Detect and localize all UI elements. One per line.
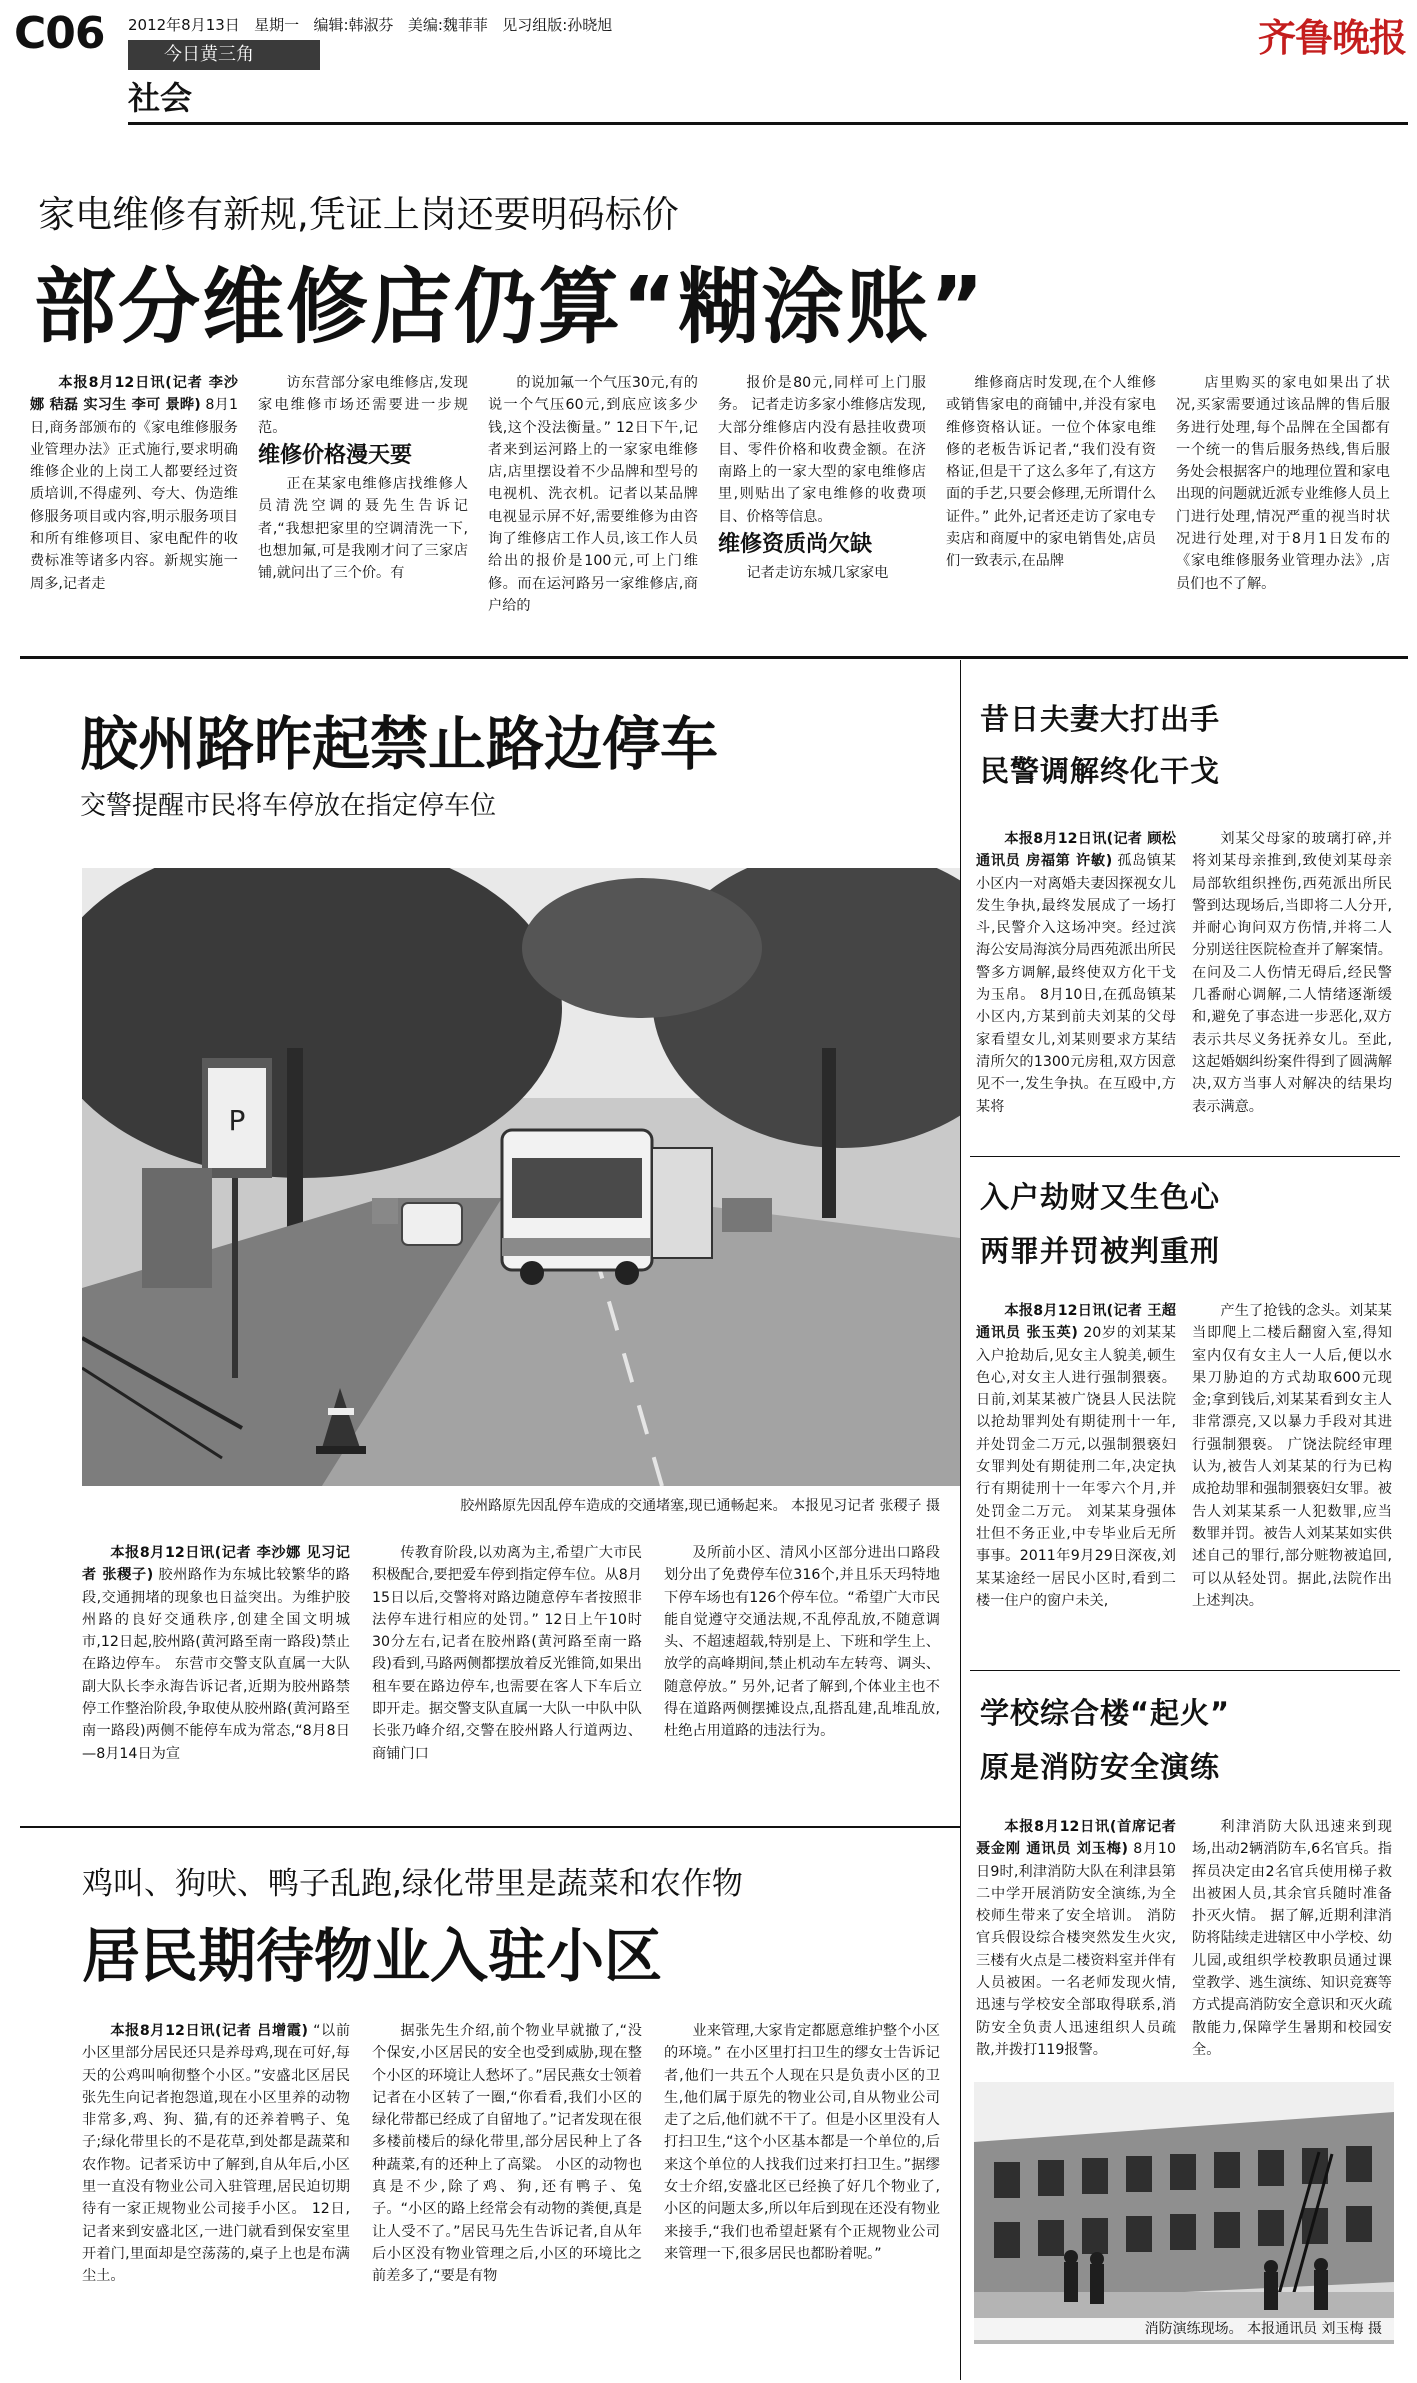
sidebar1-col1: 本报8月12日讯(记者 顾松 通讯员 房福第 许敏) 孤岛镇某小区内一对离婚夫妻因探视女儿发生争执,最终发展成了一场打斗,民警介入这场冲突。经过滨海公安局海滨分局西苑派出所民警多方调解,最终使双方化干戈为玉帛。 8月10日,在孤岛镇某小区内,方某到前夫刘某的父母家看望女儿,刘某则要求方某结清所欠的1300元房租,双方因意见不一,发生争执。在互殴中,方某将	[976, 831, 1176, 1115]
sidebar-divider	[960, 660, 961, 2380]
sidebar3-photo-caption: 消防演练现场。 本报通讯员 刘玉梅 摄	[974, 2318, 1394, 2340]
story1-bottom-rule	[20, 656, 1408, 659]
header-proofreader: 见习组版:孙晓旭	[502, 16, 613, 34]
story1-byline: 本报8月12日讯(记者 李沙娜 秸磊 实习生 李可 景晔)	[30, 375, 238, 414]
header-designer: 美编:魏菲菲	[407, 16, 488, 34]
sidebar3-head2: 原是消防安全演练	[980, 1750, 1221, 1784]
sidebar3-col2: 利津消防大队迅速来到现场,出动2辆消防车,6名官兵。指挥员决定由2名官兵使用梯子救出被困人员,其余官兵随时准备扑灭火情。 据了解,近期利津消防将陆续走进辖区中小学校、幼儿园,或组织学校教职员通过课堂教学、逃生演练、知识竞赛等方式提高消防安全意识和灭火疏散能力,保障学生暑期和校园安全。	[1192, 1819, 1392, 2058]
sidebar2-head2: 两罪并罚被判重刑	[980, 1234, 1221, 1268]
story1-col2: 访东营部分家电维修店,发现家电维修市场还需要进一步规范。 维修价格漫天要 正在某家电维修店找维修人员清洗空调的聂先生告诉记者,“我想把家里的空调清洗一下,也想加氟,可是我刚才问了三家店铺,就问出了三个价。有	[258, 375, 468, 582]
story1-headline: 部分维修店仍算“糊涂账”	[34, 260, 986, 355]
story2-headline: 胶州路昨起禁止路边停车	[80, 710, 719, 778]
section-title: 社会	[128, 79, 193, 117]
header-meta	[128, 14, 612, 35]
sidebar1-rule	[970, 1156, 1400, 1157]
story1-col3: 的说加氟一个气压30元,有的说一个气压60元,到底应该多少钱,这个没法衡量。” 12日下午,记者来到运河路上的一家家电维修店,店里摆设着不少品牌和型号的电视机、洗衣机。记者以某品牌电视显示屏不好,需要维修为由咨询了维修店工作人员,该工作人员给出的报价是100元,可上门维修。而在运河路另一家维修店,商户给的	[488, 375, 698, 614]
story2-bottom-rule	[20, 1826, 960, 1828]
story2-byline: 本报8月12日讯(记者 李沙娜 见习记者 张稷子)	[82, 1545, 350, 1584]
story2-col3: 及所前小区、清风小区部分进出口路段划分出了免费停车位316个,并且乐天玛特地下停车场也有126个停车位。“希望广大市民能自觉遵守交通法规,不乱停乱放,不随意调头、不超速超载,特别是上、下班和学生上、放学的高峰期间,禁止机动车左转弯、调头、随意停放。” 另外,记者了解到,个体业主也不得在道路两侧摆摊设点,乱搭乱建,乱堆乱放,杜绝占用道路的违法行为。	[664, 1545, 940, 1740]
sidebar3-col1: 本报8月12日讯(首席记者 聂金刚 通讯员 刘玉梅) 8月10日9时,利津消防大队在利津县第二中学开展消防安全演练,为全校师生带来了安全培训。 消防官兵假设综合楼突然发生火灾,三楼有火点是二楼资料室并伴有人员被困。一名老师发现火情,迅速与学校安全部取得联系,消防安全负责人迅速组织人员疏散,并拨打119报警。	[976, 1819, 1176, 2058]
sidebar2-byline: 本报8月12日讯(记者 王超 通讯员 张玉英)	[976, 1303, 1176, 1342]
sidebar2-rule	[970, 1670, 1400, 1671]
sidebar2-head1: 入户劫财又生色心	[980, 1180, 1221, 1214]
story3-byline: 本报8月12日讯(记者 吕增霞)	[110, 2023, 308, 2039]
story1-sub1: 维修价格漫天要	[258, 442, 413, 468]
section-tag: 今日黄三角	[128, 40, 320, 70]
sidebar2-col1: 本报8月12日讯(记者 王超 通讯员 张玉英) 20岁的刘某某入户抢劫后,见女主人貌美,顿生色心,对女主人进行强制猥亵。日前,刘某某被广饶县人民法院以抢劫罪判处有期徒刑十一年,并处罚金二万元,以强制猥亵妇女罪判处有期徒刑二年,决定执行有期徒刑十一年零六个月,并处罚金二万元。 刘某某身强体壮但不务正业,中专毕业后无所事事。2011年9月29日深夜,刘某某途经一居民小区时,看到二楼一住户的窗户未关,	[976, 1303, 1176, 1609]
paper-logo: 齐鲁晚报	[1258, 15, 1407, 60]
sidebar3-head1: 学校综合楼“起火”	[980, 1696, 1231, 1730]
sidebar1-head2: 民警调解终化干戈	[980, 754, 1221, 788]
sidebar2-col2: 产生了抢钱的念头。刘某某当即爬上二楼后翻窗入室,得知室内仅有女主人一人后,便以水果刀胁迫的方式劫取600元现金;拿到钱后,刘某某看到女主人非常漂亮,又以暴力手段对其进行强制猥亵。 广饶法院经审理认为,被告人刘某某的行为已构成抢劫罪和强制猥亵妇女罪。被告人刘某某系一人犯数罪,应当数罪并罚。被告人刘某某如实供述自己的罪行,部分赃物被追回,可以从轻处罚。据此,法院作出上述判决。	[1192, 1303, 1392, 1609]
story1-col1: 本报8月12日讯(记者 李沙娜 秸磊 实习生 李可 景晔) 8月1日,商务部颁布的《家电维修服务业管理办法》正式施行,要求明确维修企业的上岗工人都要经过资质培训,不得虚列、夸大、伪造维修服务项目或内容,明示服务项目和所有维修项目、家电配件的收费标准等诸多内容。新规实施一周多,记者走	[30, 375, 238, 592]
story2-col1: 本报8月12日讯(记者 李沙娜 见习记者 张稷子) 胶州路作为东城比较繁华的路段,交通拥堵的现象也日益突出。为维护胶州路的良好交通秩序,创建全国文明城市,12日起,胶州路(黄河路至南一路段)禁止在路边停车。 东营市交警支队直属一大队副大队长李永海告诉记者,近期为胶州路禁停工作整治阶段,争取使从胶州路(黄河路至南一路段)两侧不能停车成为常态,“8月8日—8月14日为宣	[82, 1545, 350, 1762]
header-editor: 编辑:韩淑芬	[313, 16, 394, 34]
story2-col2: 传教育阶段,以劝离为主,希望广大市民积极配合,要把爱车停到指定停车位。从8月15日以后,交警将对路边随意停车者按照非法停车进行相应的处罚。” 12日上午10时30分左右,记者在胶州路(黄河路至南一路段)看到,马路两侧都摆放着反光锥筒,如果出租车要在路边停车,也需要在客人下车后立即开走。据交警支队直属一大队一中队中队长张乃峰介绍,交警在胶州路人行道两边、商铺门口	[372, 1545, 642, 1762]
story1-kicker: 家电维修有新规,凭证上岗还要明码标价	[38, 193, 679, 236]
story3-headline: 居民期待物业入驻小区	[82, 1922, 663, 1990]
story3-kicker: 鸡叫、狗吠、鸭子乱跑,绿化带里是蔬菜和农作物	[82, 1866, 743, 1902]
story1-sub2: 维修资质尚欠缺	[718, 532, 873, 558]
story3-col3: 业来管理,大家肯定都愿意维护整个小区的环境。” 在小区里打扫卫生的缪女士告诉记者,他们一共五个人现在只是负责小区的卫生,他们属于原先的物业公司,自从物业公司走了之后,他们就不干了。但是小区里没有人打扫卫生,“这个小区基本都是一个单位的,后来这个单位的人找我们过来打扫卫生。”据缪女士介绍,安盛北区已经换了好几个物业了,小区的问题太多,所以年后到现在还没有物业来接手,“我们也希望赶紧有个正规物业公司来管理一下,很多居民也都盼着呢。”	[664, 2023, 940, 2262]
sidebar1-col2: 刘某父母家的玻璃打碎,并将刘某母亲推到,致使刘某母亲局部软组织挫伤,西苑派出所民警到达现场后,当即将二人分开,并耐心询问双方伤情,并将二人分别送往医院检查并了解案情。 在问及二人伤情无碍后,经民警几番耐心调解,二人情绪逐渐缓和,避免了事态进一步恶化,双方表示共尽义务抚养女儿。至此,这起婚姻纠纷案件得到了圆满解决,双方当事人对解决的结果均表示满意。	[1192, 831, 1392, 1115]
header-rule	[128, 122, 1408, 125]
story1-col6: 店里购买的家电如果出了状况,买家需要通过该品牌的售后服务进行处理,每个品牌在全国都有一个统一的售后服务热线,售后服务处会根据客户的地理位置和家电出现的问题就近派专业维修人员上门进行处理,情况严重的视当时状况进行处理,对于8月1日发布的《家电维修服务业管理办法》,店员们也不了解。	[1176, 375, 1390, 592]
sidebar1-byline: 本报8月12日讯(记者 顾松 通讯员 房福第 许敏)	[976, 831, 1176, 870]
header-date: 2012年8月13日	[128, 16, 240, 34]
sidebar3-photo	[974, 2082, 1394, 2344]
story2-photo-caption: 胶州路原先因乱停车造成的交通堵塞,现已通畅起来。 本报见习记者 张稷子 摄	[460, 1498, 940, 1514]
story3-col1: 本报8月12日讯(记者 吕增霞) “以前小区里部分居民还只是养母鸡,现在可好,每天的公鸡叫响彻整个小区。”安盛北区居民张先生向记者抱怨道,现在小区里养的动物非常多,鸡、狗、猫,有的还养着鸭子、兔子;绿化带里长的不是花草,到处都是蔬菜和农作物。记者采访中了解到,自从年后,小区里一直没有物业公司入驻管理,居民迫切期待有一家正规物业公司接手小区。 12日,记者来到安盛北区,一进门就看到保安室里开着门,里面却是空荡荡的,桌子上也是布满尘土。	[82, 2023, 350, 2285]
story2-subhead: 交警提醒市民将车停放在指定停车位	[80, 791, 497, 821]
sidebar1-head1: 昔日夫妻大打出手	[980, 702, 1221, 736]
parking-sign-icon: P	[228, 1104, 246, 1137]
header-weekday: 星期一	[254, 16, 300, 34]
sidebar3-byline: 本报8月12日讯(首席记者 聂金刚 通讯员 刘玉梅)	[976, 1819, 1176, 1858]
story3-col2: 据张先生介绍,前个物业早就撤了,“没个保安,小区居民的安全也受到威胁,现在整个小区的环境让人愁坏了。”居民燕女士领着记者在小区转了一圈,“你看看,我们小区的绿化带都已经成了自留地了。”记者发现在很多楼前楼后的绿化带里,部分居民种上了各种蔬菜,有的还种上了高粱。 小区的动物也真是不少,除了鸡、狗,还有鸭子、兔子。“小区的路上经常会有动物的粪便,真是让人受不了。”居民马先生告诉记者,自从年后小区没有物业管理之后,小区的环境比之前差多了,“要是有物	[372, 2023, 642, 2285]
page-code: C06	[14, 8, 105, 59]
story2-photo	[82, 868, 960, 1486]
story1-col5: 维修商店时发现,在个人维修或销售家电的商铺中,并没有家电维修资格认证。一位个体家电维修的老板告诉记者,“我们没有资格证,但是干了这么多年了,有这方面的手艺,只要会修理,无所谓什么证件。” 此外,记者还走访了家电专卖店和商厦中的家电销售处,店员们一致表示,在品牌	[946, 375, 1156, 570]
story1-col4: 报价是80元,同样可上门服务。 记者走访多家小维修店发现,大部分维修店内没有悬挂收费项目、零件价格和收费金额。在济南路上的一家大型的家电维修店里,则贴出了家电维修的收费项目、价格等信息。 维修资质尚欠缺 记者走访东城几家家电	[718, 375, 926, 582]
